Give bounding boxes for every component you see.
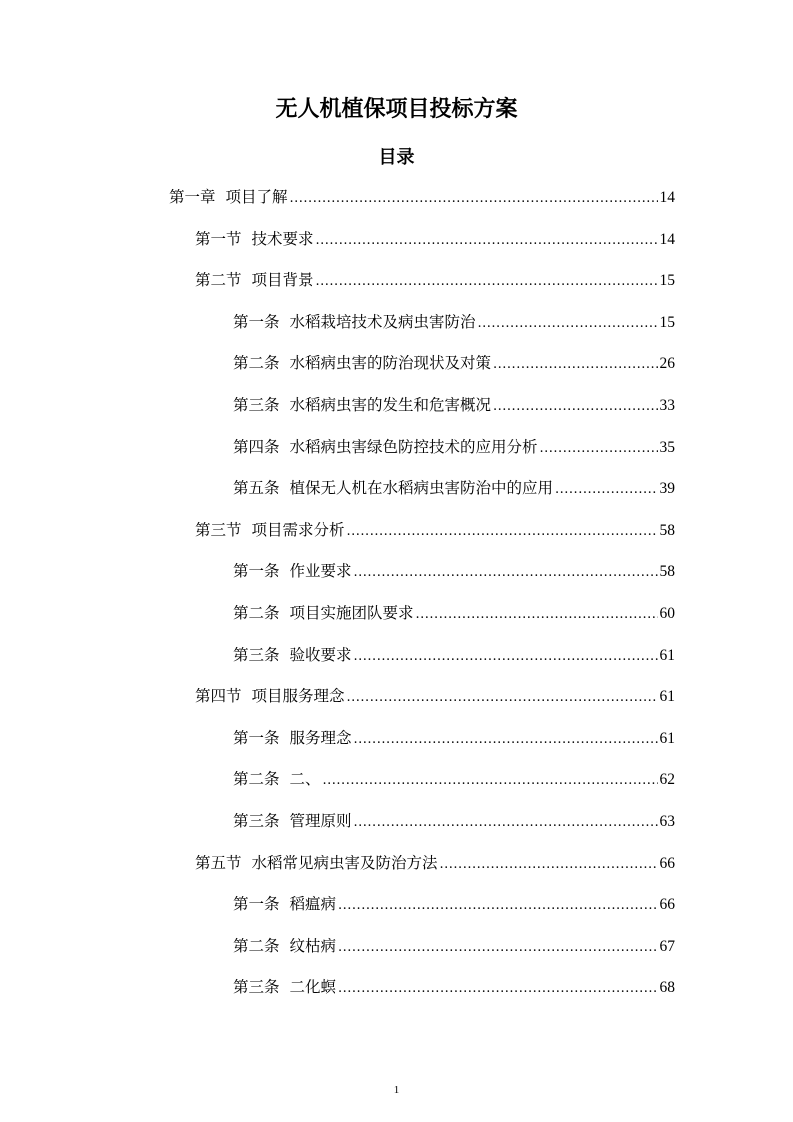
document-title: 无人机植保项目投标方案 (275, 97, 518, 122)
toc-entry-page: 26 (659, 355, 675, 373)
toc-entry-page: 14 (659, 189, 675, 206)
toc-entry-number: 第二条 (233, 770, 280, 789)
toc-dot-leader (316, 225, 658, 257)
toc-entry-page: 14 (659, 230, 675, 248)
toc-entry[interactable] (0, 763, 793, 805)
toc-dot-leader (338, 973, 657, 1005)
toc-entry-number: 第四节 (195, 687, 242, 706)
toc-entry-page: 66 (659, 854, 675, 872)
toc-entry-number: 第一条 (233, 895, 280, 914)
toc-entry-title: 水稻病虫害绿色防控技术的应用分析 (289, 437, 538, 456)
toc-entry-page: 61 (659, 688, 675, 706)
toc-dot-leader (347, 516, 658, 548)
toc-dot-leader (540, 433, 658, 465)
toc-entry-title: 二、 (289, 770, 321, 789)
toc-dot-leader (493, 349, 657, 381)
toc-dot-leader (478, 308, 658, 340)
toc-entry-number: 第二条 (233, 936, 280, 955)
toc-entry[interactable] (0, 264, 793, 306)
toc-entry-page: 33 (659, 396, 675, 414)
toc-dot-leader (354, 641, 658, 673)
toc-entry-title: 项目需求分析 (251, 520, 345, 539)
toc-entry-number: 第三条 (233, 645, 280, 664)
toc-entry-number: 第四条 (233, 437, 280, 456)
toc-entry-number: 第三节 (195, 520, 242, 539)
toc-entry[interactable] (0, 971, 793, 1013)
toc-entry-page: 61 (659, 646, 675, 664)
toc-entry-title: 植保无人机在水稻病虫害防治中的应用 (289, 479, 554, 498)
toc-entry-number: 第三条 (233, 395, 280, 414)
toc-entry-title: 纹枯病 (289, 936, 337, 955)
toc-entry-number: 第一节 (195, 229, 242, 248)
toc-entry-title: 项目服务理念 (251, 687, 345, 706)
toc-entry-page: 60 (659, 604, 675, 622)
toc-entry[interactable] (0, 597, 793, 639)
toc-entry[interactable] (0, 431, 793, 473)
toc-entry-title: 技术要求 (251, 229, 314, 248)
toc-entry-title: 水稻病虫害的防治现状及对策 (289, 354, 492, 373)
toc-entry[interactable] (0, 930, 793, 972)
toc-entry-title: 项目了解 (225, 188, 288, 206)
toc-entry-number: 第一条 (233, 728, 280, 747)
toc-entry-number: 第一章 (169, 188, 216, 206)
toc-entry[interactable] (0, 680, 793, 722)
toc-entry-title: 水稻栽培技术及病虫害防治 (289, 312, 476, 331)
toc-dot-leader (316, 266, 658, 298)
toc-entry-page: 15 (659, 272, 675, 290)
toc-entry-number: 第二条 (233, 603, 280, 622)
table-of-contents (0, 181, 793, 1013)
toc-entry-page: 15 (659, 313, 675, 331)
toc-dot-leader (338, 890, 657, 922)
toc-dot-leader (338, 932, 657, 964)
toc-entry-page: 63 (659, 812, 675, 830)
toc-entry-page: 62 (659, 771, 675, 789)
toc-entry-title: 水稻病虫害的发生和危害概况 (289, 395, 492, 414)
toc-entry-title: 管理原则 (289, 811, 352, 830)
toc-entry-page: 39 (659, 480, 675, 498)
toc-entry-title: 项目背景 (251, 271, 314, 290)
toc-dot-leader (354, 724, 658, 756)
toc-entry-number: 第五节 (195, 853, 242, 872)
toc-dot-leader (440, 849, 658, 881)
toc-dot-leader (290, 183, 658, 215)
toc-entry-number: 第三条 (233, 811, 280, 830)
toc-entry-page: 67 (659, 937, 675, 955)
toc-entry-number: 第一条 (233, 562, 280, 581)
toc-entry[interactable] (0, 555, 793, 597)
toc-entry[interactable] (0, 306, 793, 348)
toc-entry-page: 68 (659, 979, 675, 997)
toc-entry-title: 水稻常见病虫害及防治方法 (251, 853, 438, 872)
toc-entry-title: 二化螟 (289, 978, 337, 997)
toc-entry[interactable] (0, 847, 793, 889)
toc-entry-page: 58 (659, 563, 675, 581)
toc-entry[interactable] (0, 223, 793, 265)
toc-entry-page: 35 (659, 438, 675, 456)
toc-dot-leader (354, 807, 658, 839)
toc-entry-title: 服务理念 (289, 728, 352, 747)
toc-dot-leader (354, 557, 658, 589)
toc-dot-leader (555, 474, 657, 506)
toc-entry-title: 验收要求 (289, 645, 352, 664)
toc-entry-title: 稻瘟病 (289, 895, 337, 914)
toc-entry[interactable] (0, 347, 793, 389)
toc-entry-number: 第二条 (233, 354, 280, 373)
toc-entry[interactable] (0, 389, 793, 431)
toc-entry[interactable] (0, 639, 793, 681)
toc-entry-number: 第一条 (233, 312, 280, 331)
toc-entry[interactable] (0, 805, 793, 847)
toc-dot-leader (416, 599, 658, 631)
toc-entry-number: 第三条 (233, 978, 280, 997)
toc-dot-leader (493, 391, 657, 423)
toc-entry-title: 项目实施团队要求 (289, 603, 414, 622)
toc-entry-title: 作业要求 (289, 562, 352, 581)
toc-entry-number: 第五条 (233, 479, 280, 498)
toc-entry-page: 58 (659, 521, 675, 539)
toc-entry[interactable] (0, 722, 793, 764)
toc-entry[interactable] (0, 181, 793, 223)
toc-entry-number: 第二节 (195, 271, 242, 290)
toc-entry-page: 61 (659, 729, 675, 747)
toc-dot-leader (347, 682, 658, 714)
page-number: 1 (393, 1084, 400, 1096)
toc-heading: 目录 (378, 147, 415, 168)
toc-entry[interactable] (0, 472, 793, 514)
toc-entry[interactable] (0, 888, 793, 930)
toc-entry-page: 66 (659, 896, 675, 914)
toc-entry[interactable] (0, 514, 793, 556)
toc-dot-leader (323, 765, 658, 797)
